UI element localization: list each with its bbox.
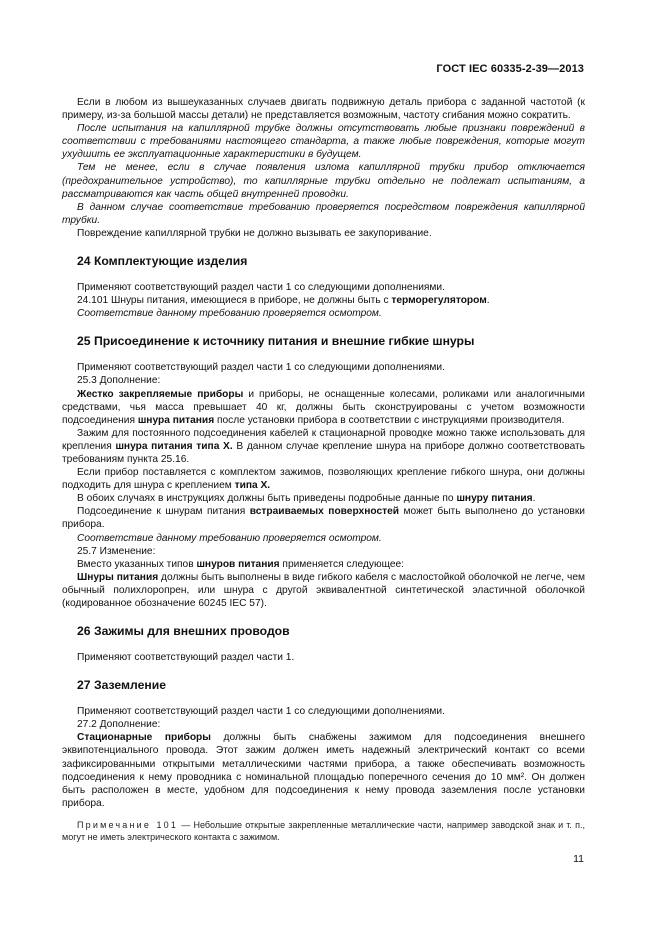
paragraph <box>62 294 585 307</box>
paragraph: Повреждение капиллярной трубки не должно вызывать ее закупоривание. <box>77 227 432 239</box>
defined-term: шнура питания <box>137 414 215 426</box>
text: Зажим для постоянного подсоединения кабелей к стационарной проводке можно также использовать для крепления <box>62 427 585 452</box>
text: В обоих случаях в инструкциях должны быть приведены подробные данные по <box>77 493 457 505</box>
section-heading-24: 24 Комплектующие изделия <box>77 254 248 269</box>
text: 24.101 Шнуры питания, имеющиеся в приборе, не должны быть с <box>77 295 392 307</box>
paragraph <box>62 466 585 492</box>
section-heading-27: 27 Заземление <box>77 678 167 693</box>
paragraph: 25.3 Дополнение: <box>77 375 161 387</box>
text: может быть выполнено до установки прибора. <box>62 506 585 531</box>
defined-term: шнуров питания <box>196 558 280 570</box>
paragraph: Применяют соответствующий раздел части 1 со следующими дополнениями. <box>77 706 445 718</box>
text: В данном случае крепление шнура на приборе должно соответствовать требованиям пункта 25.16. <box>62 440 585 465</box>
paragraph: 25.7 Изменение: <box>77 545 156 557</box>
text: Если прибор поставляется с комплектом зажимов, позволяющих крепление гибкого шнура, они должны подходить для шнура с креплением <box>62 467 585 492</box>
document-body <box>62 96 585 843</box>
text: Вместо указанных типов <box>77 558 197 570</box>
paragraph: Применяют соответствующий раздел части 1 со следующими дополнениями. <box>77 282 445 294</box>
paragraph: После испытания на капиллярной трубке должны отсутствовать любые признаки повреждений в соответствии с требованиями настоящего стандарта, а также любые повреждения, которые могут ухудшить ее эксплуатационные характеристики в будущем. <box>62 123 585 161</box>
text: должны быть выполнены в виде гибкого кабеля с маслостойкой оболочкой не легче, чем обычный полихлоропрен, или шнура с другой эквивалентной синтетической эластичной оболочкой (кодированное обозначение 60245 IEC 57). <box>62 571 586 609</box>
paragraph: Тем не менее, если в случае появления излома капиллярной трубки прибор отключается (предохранительное устройство), то капиллярные трубки отдельно не подлежат испытаниям, а рассматриваются как часть общей внутренней проводки. <box>62 162 585 200</box>
paragraph: Соответствие данному требованию проверяется осмотром. <box>77 532 382 544</box>
text: . <box>532 493 536 505</box>
text: после установки прибора в соответствии с инструкциями производителя. <box>214 414 565 426</box>
paragraph <box>62 388 585 427</box>
text: должны быть снабжены зажимом для подсоединения внешнего эквипотенциального провода. Этот зажим должен иметь надежный электрический контакт со всеми зафиксированными открытыми металлическими частями прибора, а также обеспечивать возможность подсоединения к нему проводника с номинальной площадью поперечного сечения до 10 мм². Он должен быть расположен в месте, удобном для подсоединения к нему провода заземления после установки прибора. <box>62 732 585 809</box>
paragraph <box>62 492 585 505</box>
defined-term: Стационарные приборы <box>77 732 211 744</box>
section-heading-25: 25 Присоединение к источнику питания и внешние гибкие шнуры <box>77 334 475 349</box>
defined-term: Шнуры питания <box>77 571 159 583</box>
paragraph <box>62 571 585 610</box>
paragraph <box>62 427 585 466</box>
defined-term: встраиваемых поверхностей <box>249 506 400 518</box>
paragraph <box>62 558 585 571</box>
text: применяется следующее: <box>279 558 405 570</box>
paragraph <box>62 731 585 810</box>
defined-term: шнуру питания <box>456 493 533 505</box>
paragraph: Применяют соответствующий раздел части 1. <box>77 652 295 664</box>
text: . <box>486 295 490 307</box>
paragraph: Применяют соответствующий раздел части 1 со следующими дополнениями. <box>77 362 445 374</box>
document-header: ГОСТ IEC 60335-2-39—2013 <box>436 63 584 75</box>
page-number: 11 <box>573 853 584 865</box>
paragraph: В данном случае соответствие требованию проверяется посредством повреждения капиллярной трубки. <box>62 201 585 226</box>
text: и приборы, не оснащенные колесами, роликами или аналогичными средствами, чья масса превышает 40 кг, должны быть сконструированы с учетом возможности подсоединения <box>62 388 585 426</box>
note-label: Примечание 101 <box>77 819 179 830</box>
defined-term: типа X. <box>234 480 271 492</box>
defined-term: Жестко закрепляемые приборы <box>77 388 244 400</box>
note <box>62 819 585 843</box>
paragraph: Соответствие данному требованию проверяется осмотром. <box>77 308 382 320</box>
note-text: — Небольшие открытые закрепленные металлические части, например заводской знак и т. п., могут не иметь электрического контакта с зажимом. <box>62 819 585 842</box>
paragraph <box>62 505 585 531</box>
defined-term: терморегулятором <box>391 295 487 307</box>
section-heading-26: 26 Зажимы для внешних проводов <box>77 624 290 639</box>
defined-term: шнура питания типа X. <box>115 440 233 452</box>
paragraph: Если в любом из вышеуказанных случаев двигать подвижную деталь прибора с заданной частотой (к примеру, из-за большой массы детали) не представляется возможным, частоту сгибания можно сократить. <box>62 97 585 122</box>
paragraph: 27.2 Дополнение: <box>77 719 161 731</box>
text: Подсоединение к шнурам питания <box>77 506 250 518</box>
